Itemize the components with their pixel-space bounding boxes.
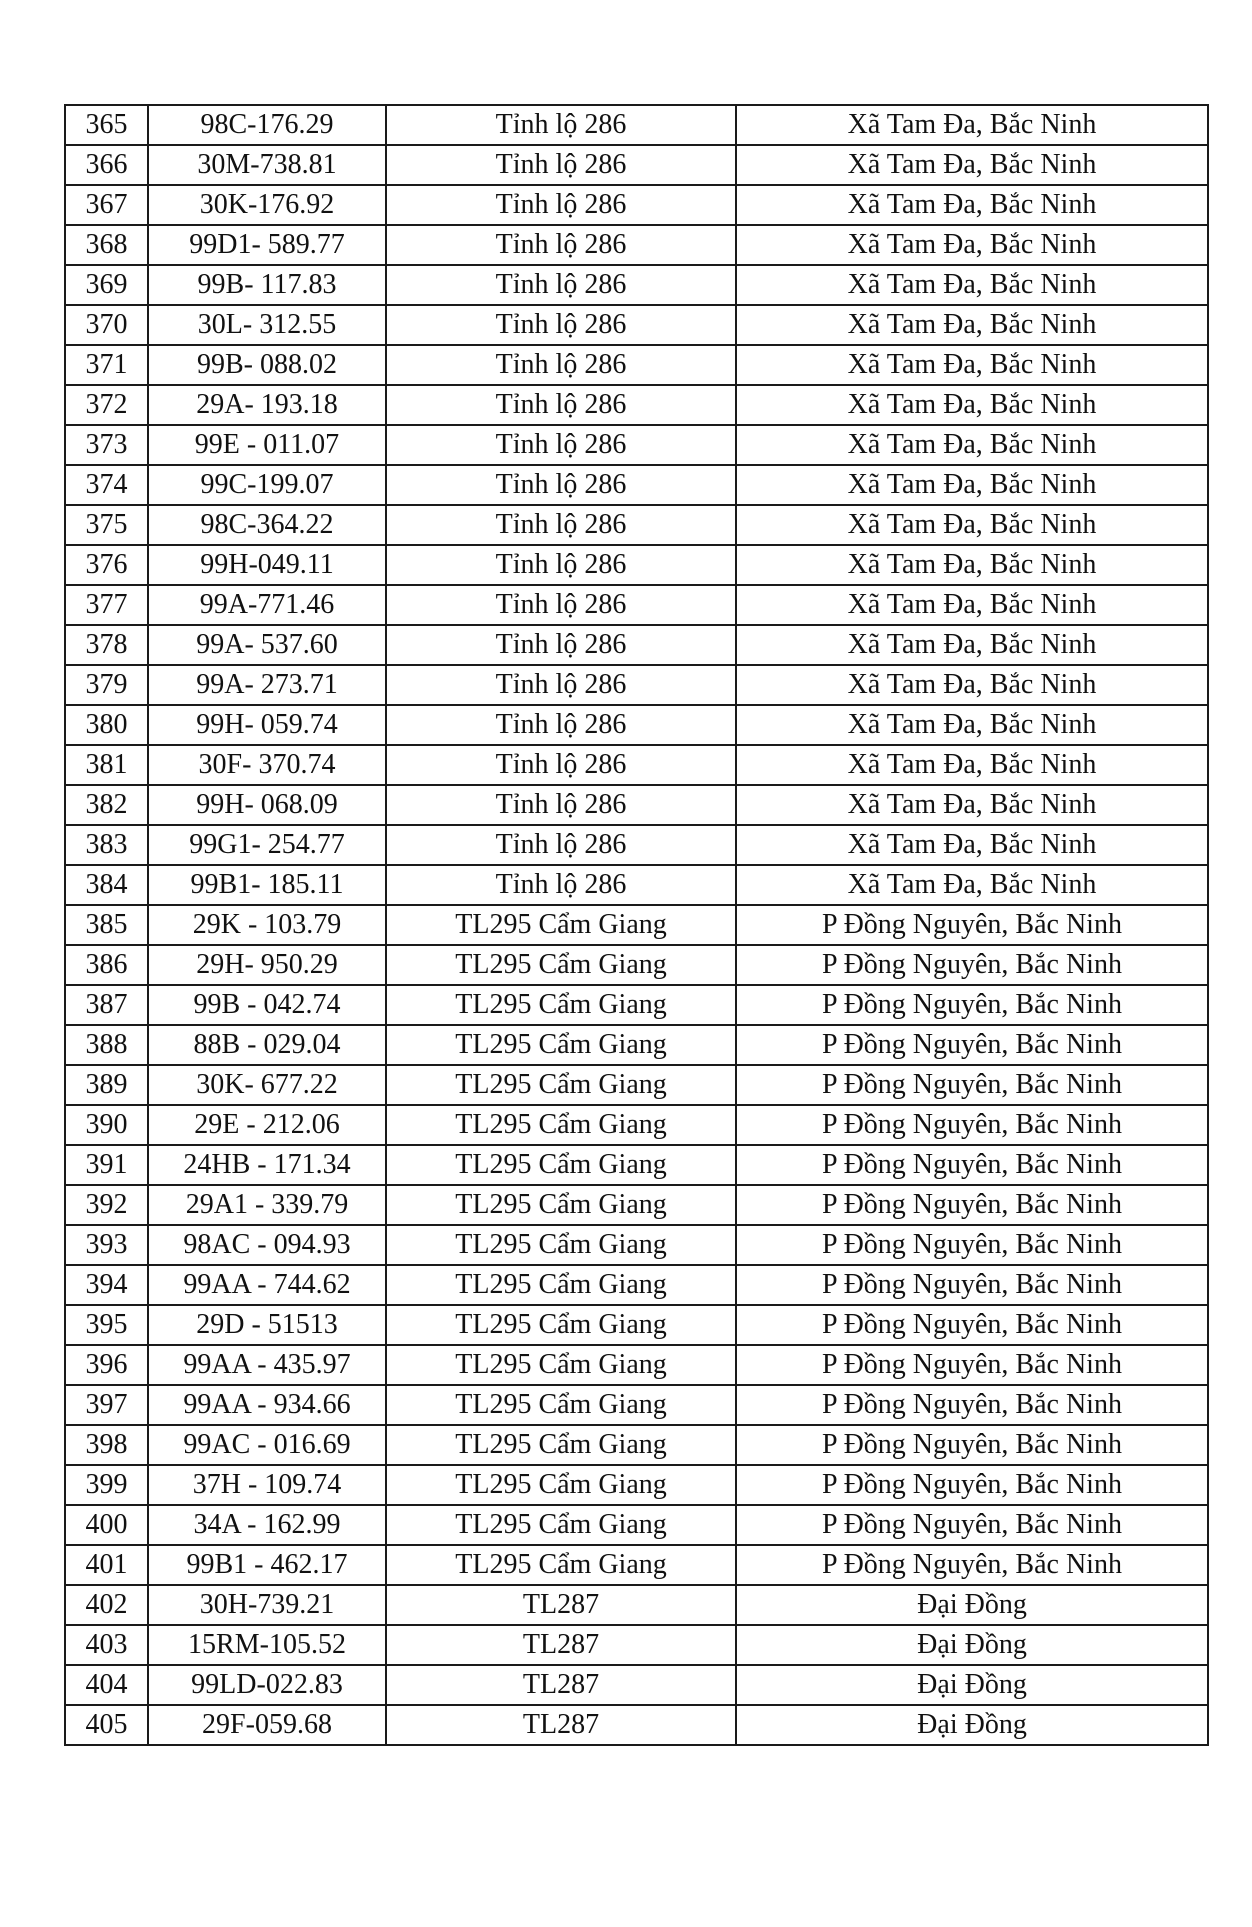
license-plate-cell: 30F- 370.74 [148,745,386,785]
location-cell: P Đồng Nguyên, Bắc Ninh [736,1145,1208,1185]
road-cell: Tỉnh lộ 286 [386,785,736,825]
road-cell: TL287 [386,1585,736,1625]
location-cell: Xã Tam Đa, Bắc Ninh [736,545,1208,585]
road-cell: Tỉnh lộ 286 [386,665,736,705]
license-plate-cell: 98C-176.29 [148,105,386,145]
road-cell: TL295 Cẩm Giang [386,1545,736,1585]
row-number-cell: 374 [65,465,148,505]
row-number-cell: 387 [65,985,148,1025]
row-number-cell: 389 [65,1065,148,1105]
row-number-cell: 365 [65,105,148,145]
road-cell: Tỉnh lộ 286 [386,825,736,865]
road-cell: TL295 Cẩm Giang [386,1185,736,1225]
table-row [65,425,1208,465]
table-row [65,665,1208,705]
road-cell: TL295 Cẩm Giang [386,1305,736,1345]
row-number-cell: 378 [65,625,148,665]
location-cell: Xã Tam Đa, Bắc Ninh [736,625,1208,665]
table-row [65,1185,1208,1225]
row-number-cell: 376 [65,545,148,585]
road-cell: TL287 [386,1705,736,1745]
location-cell: Đại Đồng [736,1665,1208,1705]
location-cell: P Đồng Nguyên, Bắc Ninh [736,1545,1208,1585]
row-number-cell: 388 [65,1025,148,1065]
row-number-cell: 366 [65,145,148,185]
location-cell: Đại Đồng [736,1625,1208,1665]
table-row [65,585,1208,625]
license-plate-cell: 98AC - 094.93 [148,1225,386,1265]
table-row [65,1065,1208,1105]
violation-table [64,104,1209,1746]
road-cell: Tỉnh lộ 286 [386,305,736,345]
row-number-cell: 379 [65,665,148,705]
table-row [65,865,1208,905]
license-plate-cell: 34A - 162.99 [148,1505,386,1545]
location-cell: P Đồng Nguyên, Bắc Ninh [736,1265,1208,1305]
location-cell: P Đồng Nguyên, Bắc Ninh [736,1105,1208,1145]
road-cell: TL287 [386,1665,736,1705]
table-row [65,1105,1208,1145]
location-cell: Xã Tam Đa, Bắc Ninh [736,505,1208,545]
row-number-cell: 405 [65,1705,148,1745]
row-number-cell: 400 [65,1505,148,1545]
table-row [65,1425,1208,1465]
row-number-cell: 402 [65,1585,148,1625]
road-cell: Tỉnh lộ 286 [386,745,736,785]
road-cell: TL295 Cẩm Giang [386,1465,736,1505]
road-cell: TL295 Cẩm Giang [386,1025,736,1065]
license-plate-cell: 99A- 273.71 [148,665,386,705]
road-cell: TL295 Cẩm Giang [386,1265,736,1305]
road-cell: Tỉnh lộ 286 [386,865,736,905]
row-number-cell: 390 [65,1105,148,1145]
road-cell: Tỉnh lộ 286 [386,425,736,465]
location-cell: P Đồng Nguyên, Bắc Ninh [736,945,1208,985]
road-cell: TL295 Cẩm Giang [386,985,736,1025]
license-plate-cell: 30K- 677.22 [148,1065,386,1105]
license-plate-cell: 99AA - 744.62 [148,1265,386,1305]
location-cell: Xã Tam Đa, Bắc Ninh [736,305,1208,345]
location-cell: P Đồng Nguyên, Bắc Ninh [736,1225,1208,1265]
table-row [65,145,1208,185]
row-number-cell: 399 [65,1465,148,1505]
table-row [65,505,1208,545]
location-cell: Xã Tam Đa, Bắc Ninh [736,865,1208,905]
location-cell: P Đồng Nguyên, Bắc Ninh [736,985,1208,1025]
license-plate-cell: 99G1- 254.77 [148,825,386,865]
location-cell: P Đồng Nguyên, Bắc Ninh [736,1185,1208,1225]
row-number-cell: 381 [65,745,148,785]
location-cell: P Đồng Nguyên, Bắc Ninh [736,1345,1208,1385]
table-row [65,1305,1208,1345]
row-number-cell: 375 [65,505,148,545]
location-cell: Xã Tam Đa, Bắc Ninh [736,825,1208,865]
license-plate-cell: 29D - 51513 [148,1305,386,1345]
location-cell: Xã Tam Đa, Bắc Ninh [736,745,1208,785]
row-number-cell: 371 [65,345,148,385]
license-plate-cell: 30K-176.92 [148,185,386,225]
table-row [65,1385,1208,1425]
location-cell: Xã Tam Đa, Bắc Ninh [736,585,1208,625]
table-row [65,545,1208,585]
table-row [65,985,1208,1025]
license-plate-cell: 99H- 068.09 [148,785,386,825]
location-cell: P Đồng Nguyên, Bắc Ninh [736,1065,1208,1105]
license-plate-cell: 99LD-022.83 [148,1665,386,1705]
location-cell: P Đồng Nguyên, Bắc Ninh [736,1465,1208,1505]
road-cell: TL287 [386,1625,736,1665]
license-plate-cell: 15RM-105.52 [148,1625,386,1665]
row-number-cell: 396 [65,1345,148,1385]
road-cell: Tỉnh lộ 286 [386,505,736,545]
row-number-cell: 367 [65,185,148,225]
road-cell: Tỉnh lộ 286 [386,345,736,385]
table-row [65,465,1208,505]
table-row [65,945,1208,985]
license-plate-cell: 29F-059.68 [148,1705,386,1745]
license-plate-cell: 88B - 029.04 [148,1025,386,1065]
row-number-cell: 397 [65,1385,148,1425]
license-plate-cell: 37H - 109.74 [148,1465,386,1505]
license-plate-cell: 99AA - 934.66 [148,1385,386,1425]
license-plate-cell: 29H- 950.29 [148,945,386,985]
license-plate-cell: 24HB - 171.34 [148,1145,386,1185]
license-plate-cell: 99B- 088.02 [148,345,386,385]
row-number-cell: 391 [65,1145,148,1185]
license-plate-cell: 30M-738.81 [148,145,386,185]
table-row [65,905,1208,945]
table-row [65,385,1208,425]
row-number-cell: 393 [65,1225,148,1265]
row-number-cell: 385 [65,905,148,945]
table-row [65,625,1208,665]
table-row [65,1505,1208,1545]
table-body [65,105,1208,1745]
table-row [65,1225,1208,1265]
table-row [65,185,1208,225]
road-cell: TL295 Cẩm Giang [386,1345,736,1385]
road-cell: Tỉnh lộ 286 [386,545,736,585]
location-cell: Xã Tam Đa, Bắc Ninh [736,225,1208,265]
license-plate-cell: 29A- 193.18 [148,385,386,425]
license-plate-cell: 99D1- 589.77 [148,225,386,265]
license-plate-cell: 99B- 117.83 [148,265,386,305]
table-row [65,825,1208,865]
location-cell: Xã Tam Đa, Bắc Ninh [736,465,1208,505]
location-cell: P Đồng Nguyên, Bắc Ninh [736,1305,1208,1345]
license-plate-cell: 99B1- 185.11 [148,865,386,905]
license-plate-cell: 99H-049.11 [148,545,386,585]
row-number-cell: 377 [65,585,148,625]
table-row [65,705,1208,745]
location-cell: Đại Đồng [736,1705,1208,1745]
row-number-cell: 373 [65,425,148,465]
road-cell: TL295 Cẩm Giang [386,1105,736,1145]
location-cell: Xã Tam Đa, Bắc Ninh [736,785,1208,825]
row-number-cell: 369 [65,265,148,305]
location-cell: Xã Tam Đa, Bắc Ninh [736,385,1208,425]
license-plate-cell: 99E - 011.07 [148,425,386,465]
row-number-cell: 395 [65,1305,148,1345]
road-cell: Tỉnh lộ 286 [386,105,736,145]
location-cell: Đại Đồng [736,1585,1208,1625]
row-number-cell: 392 [65,1185,148,1225]
row-number-cell: 404 [65,1665,148,1705]
row-number-cell: 386 [65,945,148,985]
license-plate-cell: 99C-199.07 [148,465,386,505]
table-row [65,1545,1208,1585]
table-row [65,1025,1208,1065]
location-cell: Xã Tam Đa, Bắc Ninh [736,105,1208,145]
road-cell: Tỉnh lộ 286 [386,585,736,625]
license-plate-cell: 99A- 537.60 [148,625,386,665]
license-plate-cell: 99A-771.46 [148,585,386,625]
license-plate-cell: 29K - 103.79 [148,905,386,945]
table-row [65,1145,1208,1185]
row-number-cell: 398 [65,1425,148,1465]
license-plate-cell: 30H-739.21 [148,1585,386,1625]
table-row [65,345,1208,385]
license-plate-cell: 30L- 312.55 [148,305,386,345]
license-plate-cell: 99AA - 435.97 [148,1345,386,1385]
location-cell: Xã Tam Đa, Bắc Ninh [736,345,1208,385]
road-cell: TL295 Cẩm Giang [386,1225,736,1265]
table-row [65,1345,1208,1385]
table-row [65,1585,1208,1625]
location-cell: P Đồng Nguyên, Bắc Ninh [736,905,1208,945]
table-row [65,1705,1208,1745]
table-row [65,305,1208,345]
table-row [65,225,1208,265]
table-row [65,1465,1208,1505]
row-number-cell: 370 [65,305,148,345]
row-number-cell: 384 [65,865,148,905]
license-plate-cell: 29E - 212.06 [148,1105,386,1145]
road-cell: TL295 Cẩm Giang [386,1065,736,1105]
road-cell: TL295 Cẩm Giang [386,1385,736,1425]
table-row [65,745,1208,785]
row-number-cell: 372 [65,385,148,425]
license-plate-cell: 98C-364.22 [148,505,386,545]
road-cell: Tỉnh lộ 286 [386,225,736,265]
license-plate-cell: 99B1 - 462.17 [148,1545,386,1585]
license-plate-cell: 29A1 - 339.79 [148,1185,386,1225]
license-plate-cell: 99B - 042.74 [148,985,386,1025]
row-number-cell: 368 [65,225,148,265]
road-cell: Tỉnh lộ 286 [386,265,736,305]
road-cell: TL295 Cẩm Giang [386,1145,736,1185]
road-cell: TL295 Cẩm Giang [386,1425,736,1465]
road-cell: Tỉnh lộ 286 [386,145,736,185]
table-row [65,265,1208,305]
location-cell: Xã Tam Đa, Bắc Ninh [736,265,1208,305]
license-plate-cell: 99H- 059.74 [148,705,386,745]
location-cell: Xã Tam Đa, Bắc Ninh [736,145,1208,185]
location-cell: Xã Tam Đa, Bắc Ninh [736,185,1208,225]
row-number-cell: 394 [65,1265,148,1305]
road-cell: TL295 Cẩm Giang [386,905,736,945]
row-number-cell: 380 [65,705,148,745]
road-cell: TL295 Cẩm Giang [386,945,736,985]
table-row [65,1665,1208,1705]
row-number-cell: 401 [65,1545,148,1585]
row-number-cell: 383 [65,825,148,865]
location-cell: Xã Tam Đa, Bắc Ninh [736,705,1208,745]
table-row [65,1265,1208,1305]
row-number-cell: 403 [65,1625,148,1665]
location-cell: P Đồng Nguyên, Bắc Ninh [736,1425,1208,1465]
table-row [65,1625,1208,1665]
road-cell: Tỉnh lộ 286 [386,705,736,745]
road-cell: Tỉnh lộ 286 [386,465,736,505]
road-cell: Tỉnh lộ 286 [386,625,736,665]
license-plate-cell: 99AC - 016.69 [148,1425,386,1465]
road-cell: TL295 Cẩm Giang [386,1505,736,1545]
table-row [65,785,1208,825]
location-cell: P Đồng Nguyên, Bắc Ninh [736,1025,1208,1065]
location-cell: P Đồng Nguyên, Bắc Ninh [736,1505,1208,1545]
location-cell: P Đồng Nguyên, Bắc Ninh [736,1385,1208,1425]
location-cell: Xã Tam Đa, Bắc Ninh [736,665,1208,705]
location-cell: Xã Tam Đa, Bắc Ninh [736,425,1208,465]
road-cell: Tỉnh lộ 286 [386,385,736,425]
row-number-cell: 382 [65,785,148,825]
road-cell: Tỉnh lộ 286 [386,185,736,225]
table-row [65,105,1208,145]
